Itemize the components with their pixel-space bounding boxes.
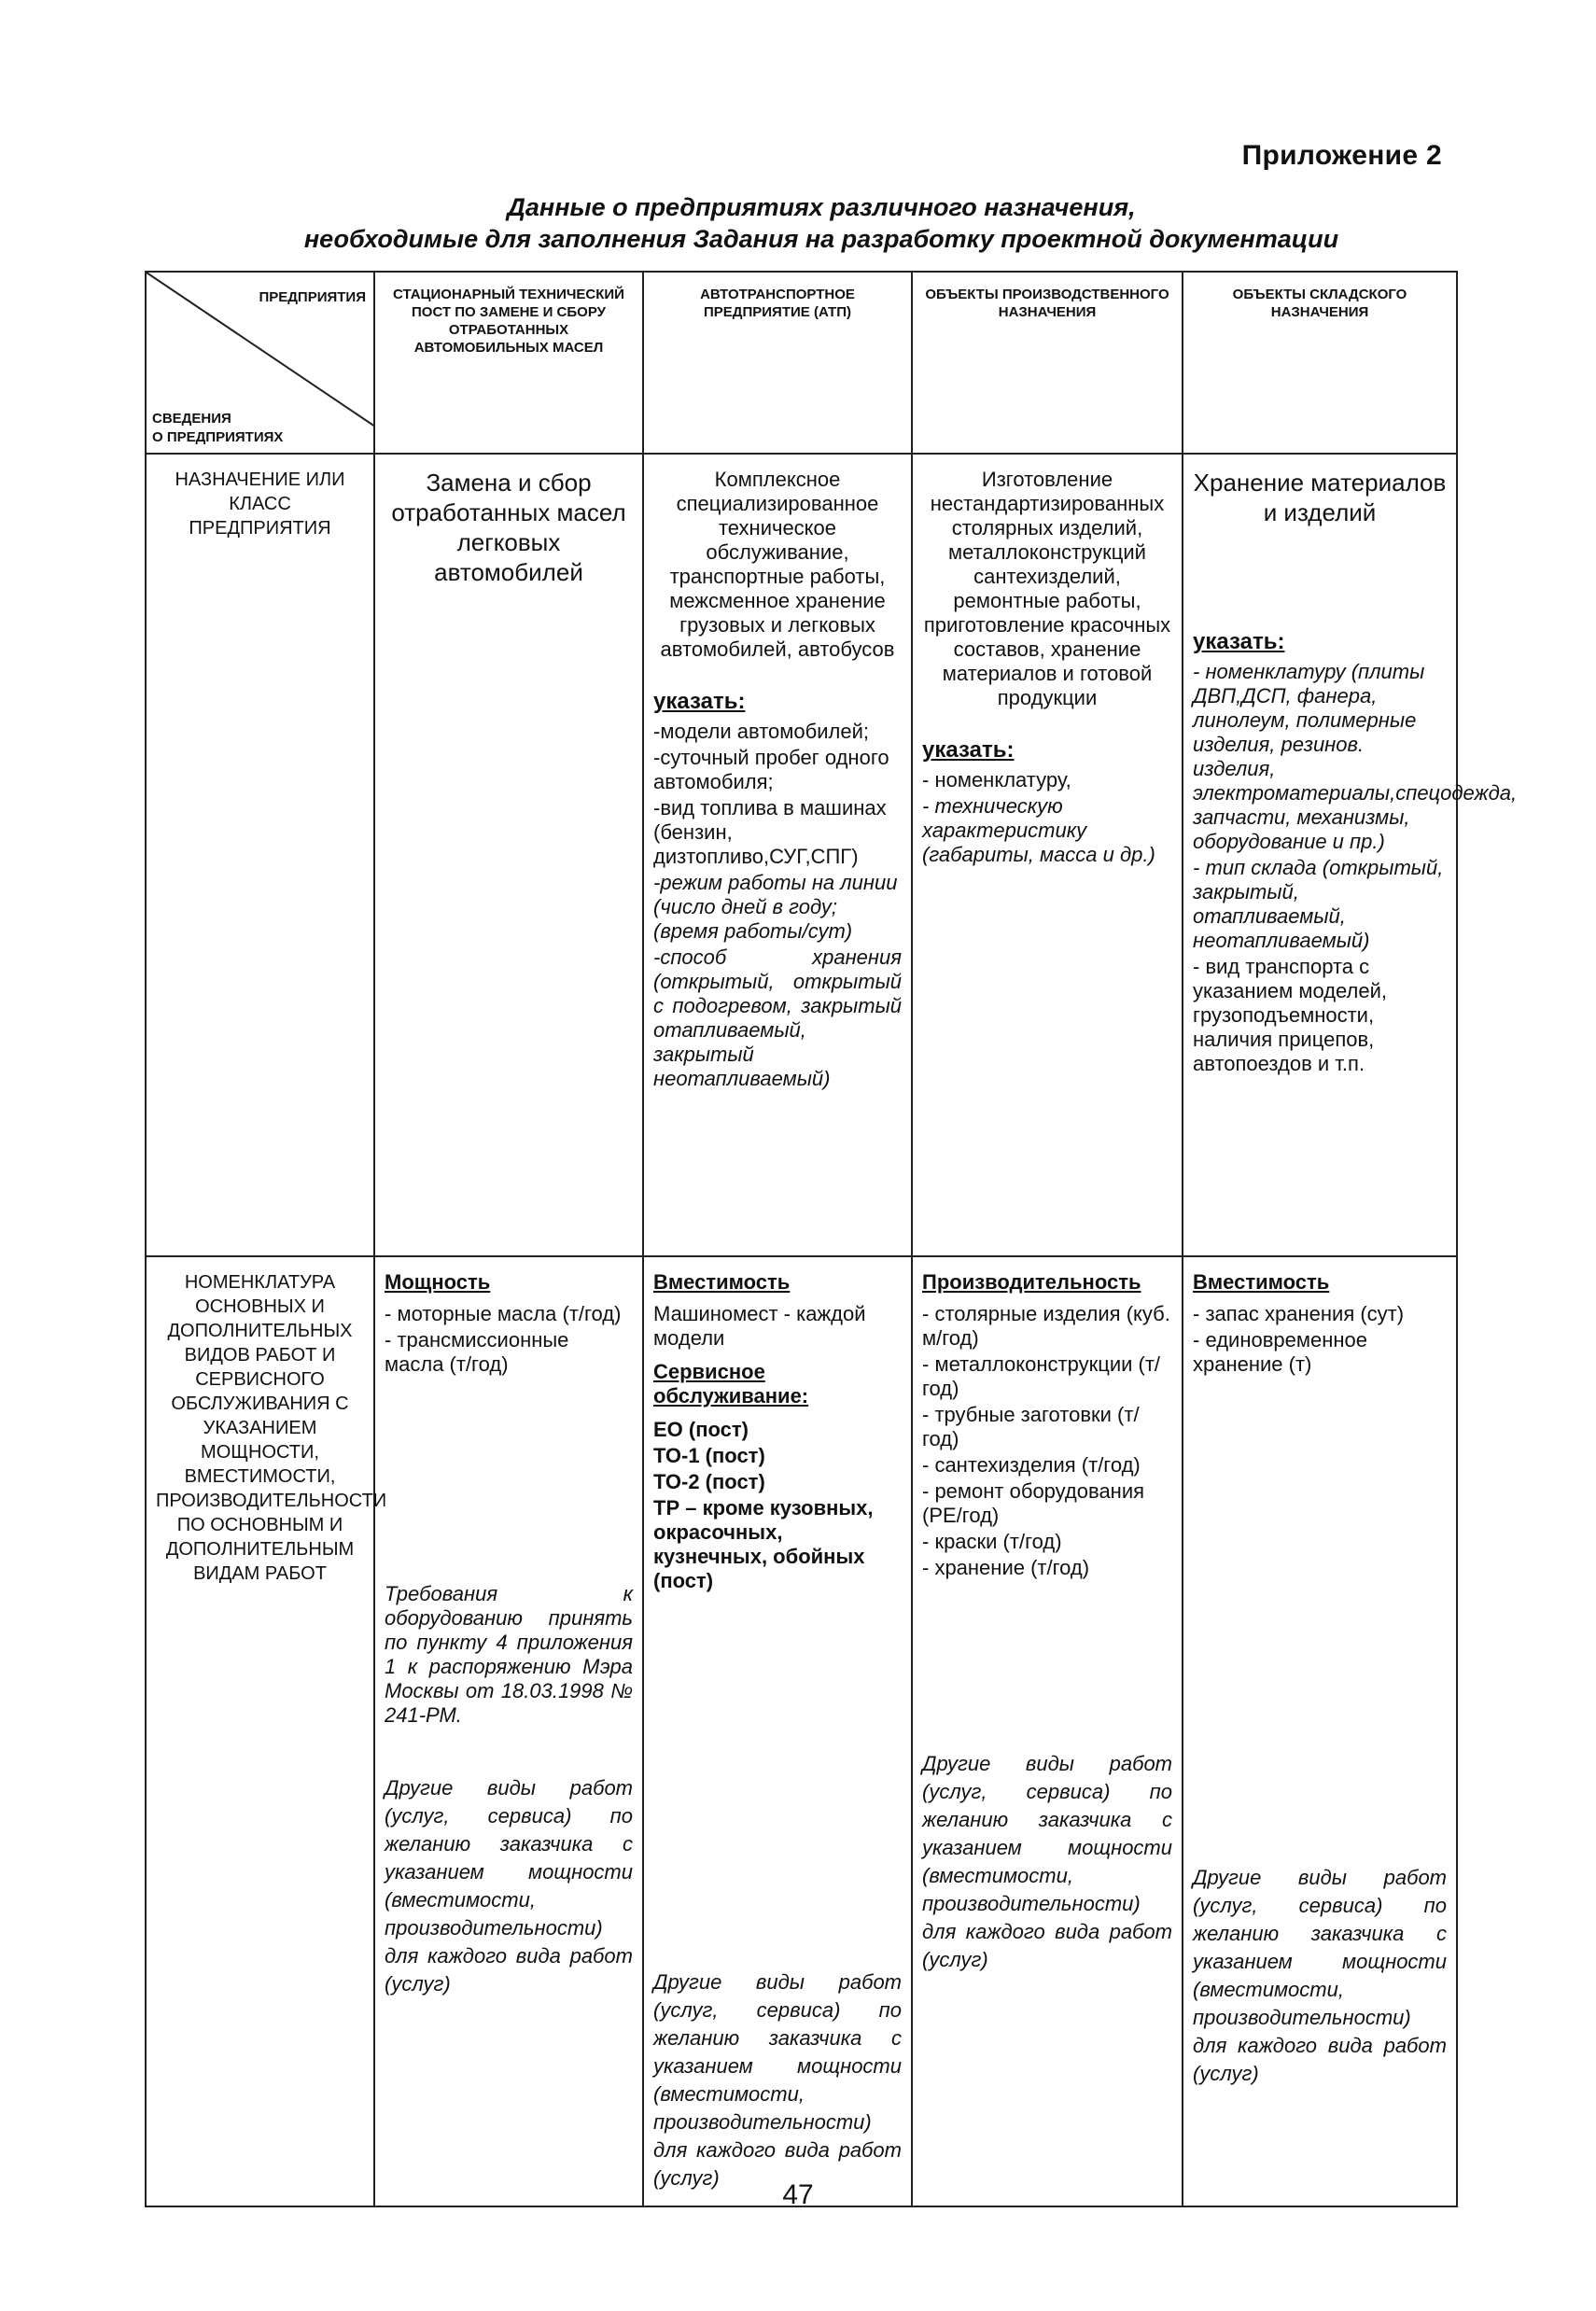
list-item: -суточный пробег одного автомобиля; <box>653 746 889 793</box>
list-item: - ремонт оборудования (РЕ/год) <box>922 1479 1145 1527</box>
header-row <box>146 272 1457 454</box>
list-item: - номенклатуру, <box>922 768 1071 791</box>
list-item: -вид топлива в машинах (бензин, дизтопливо,СУГ,СПГ) <box>653 796 887 868</box>
list-item: - техническую характеристику (габариты, масса и др.) <box>922 794 1155 866</box>
nomenclature-oil-station <box>374 1256 643 2206</box>
list-item: - хранение (т/год) <box>922 1556 1090 1579</box>
list-item: - металлоконструкции (т/год) <box>922 1352 1161 1400</box>
list-item: ТО-1 (пост) <box>653 1444 765 1467</box>
list-item: - запас хранения (сут) <box>1193 1302 1405 1325</box>
appendix-label: Приложение 2 <box>1241 140 1442 171</box>
purpose-production-text: Изготовление нестандартизированных столярных изделий, металлоконструкций сантехизделий, ремонтные работы, приготовление красочных составов, хранение материалов и готовой продукции <box>923 468 1171 709</box>
other-works-note: Другие виды работ (услуг, сервиса) по желанию заказчика с указанием мощности (вместимости, производительности) для каждого вида работ (услуг) <box>385 1776 633 1996</box>
list-item: - вид транспорта с указанием моделей, грузоподъемности, наличия прицепов, автопоездов и т.п. <box>1193 955 1388 1075</box>
title-line-1: Данные о предприятиях различного назначения, <box>507 193 1136 221</box>
service-list <box>653 1418 902 1593</box>
header-production: ОБЪЕКТЫ ПРОИЗВОДСТВЕННОГО НАЗНАЧЕНИЯ <box>912 272 1183 454</box>
service-heading: Сервисное обслуживание: <box>653 1360 809 1408</box>
purpose-oil-station: Замена и сбор отработанных масел легковых автомобилей <box>374 454 643 1256</box>
corner-label-bottom-1: СВЕДЕНИЯ <box>152 411 231 427</box>
list-item: -режим работы на линии (число дней в году; (время работы/сут) <box>653 871 898 943</box>
list-item: -модели автомобилей; <box>653 720 870 743</box>
purpose-warehouse-text: Хранение материалов и изделий <box>1193 469 1447 526</box>
list-item: - трансмиссионные масла (т/год) <box>385 1328 569 1376</box>
production-list <box>922 1302 1172 1580</box>
indicate-label: указать: <box>653 689 746 714</box>
header-warehouse: ОБЪЕКТЫ СКЛАДСКОГО НАЗНАЧЕНИЯ <box>1183 272 1457 454</box>
capacity-heading: Вместимость <box>653 1270 791 1294</box>
list-item: - тип склада (открытый, закрытый, отапливаемый, неотапливаемый) <box>1193 856 1444 952</box>
warehouse-list <box>1193 1302 1447 1377</box>
list-item: - моторные масла (т/год) <box>385 1302 622 1325</box>
row-label-purpose: НАЗНАЧЕНИЕ ИЛИ КЛАСС ПРЕДПРИЯТИЯ <box>146 454 374 1256</box>
list-item: - краски (т/год) <box>922 1530 1062 1553</box>
list-item: - столярные изделия (куб. м/год) <box>922 1302 1170 1350</box>
purpose-production-list <box>922 768 1172 867</box>
list-item: ЕО (пост) <box>653 1418 749 1441</box>
capacity-heading: Вместимость <box>1193 1270 1330 1294</box>
row-label-nomenclature: НОМЕНКЛАТУРА ОСНОВНЫХ И ДОПОЛНИТЕЛЬНЫХ ВИДОВ РАБОТ И СЕРВИСНОГО ОБСЛУЖИВАНИЯ С УКАЗАНИЕМ МОЩНОСТИ, ВМЕСТИМОСТИ, ПРОИЗВОДИТЕЛЬНОСТИ ПО ОСНОВНЫМ И ДОПОЛНИТЕЛЬНЫМ ВИДАМ РАБОТ <box>146 1256 374 2206</box>
other-works-note: Другие виды работ (услуг, сервиса) по желанию заказчика с указанием мощности (вместимости, производительности) для каждого вида работ (услуг) <box>922 1752 1172 1971</box>
list-item: - трубные заготовки (т/год) <box>922 1403 1140 1450</box>
productivity-heading: Производительность <box>922 1270 1141 1294</box>
other-works-note: Другие виды работ (услуг, сервиса) по желанию заказчика с указанием мощности (вместимости, производительности) для каждого вида работ (услуг) <box>1193 1866 1447 2085</box>
car-places-text: Машиномест - каждой модели <box>653 1302 866 1350</box>
indicate-label: указать: <box>1193 629 1285 654</box>
purpose-atp-text: Комплексное специализированное техническое обслуживание, транспортные работы, межсменное хранение грузовых и легковых автомобилей, автобусов <box>660 468 895 661</box>
page-number: 47 <box>782 2179 814 2210</box>
header-atp: АВТОТРАНСПОРТНОЕ ПРЕДПРИЯТИЕ (АТП) <box>643 272 912 454</box>
capacity-heading: Мощность <box>385 1270 491 1294</box>
title-line-2: необходимые для заполнения Задания на разработку проектной документации <box>303 225 1339 253</box>
list-item: -способ хранения (открытый, открытый с подогревом, закрытый отапливаемый, закрытый неотапливаемый) <box>653 945 902 1090</box>
list-item: - сантехизделия (т/год) <box>922 1453 1141 1477</box>
corner-label-top: ПРЕДПРИЯТИЯ <box>259 289 366 305</box>
equipment-requirement-note: Требования к оборудованию принять по пункту 4 приложения 1 к распоряжению Мэра Москвы от 18.03.1998 № 241-РМ. <box>385 1582 633 1727</box>
purpose-warehouse-list <box>1193 660 1518 1076</box>
list-item: - единовременное хранение (т) <box>1193 1328 1367 1376</box>
nomenclature-row <box>146 1256 1457 2206</box>
nomenclature-production <box>912 1256 1183 2206</box>
indicate-label: указать: <box>922 737 1015 763</box>
list-item: ТО-2 (пост) <box>653 1470 765 1493</box>
enterprise-data-table <box>145 271 1518 2207</box>
corner-label-bottom-2: О ПРЕДПРИЯТИЯХ <box>152 429 284 445</box>
corner-label-bottom <box>152 410 283 447</box>
other-works-note: Другие виды работ (услуг, сервиса) по желанию заказчика с указанием мощности (вместимости, производительности) для каждого вида работ (услуг) <box>653 1970 902 2190</box>
header-oil-station: СТАЦИОНАРНЫЙ ТЕХНИЧЕСКИЙ ПОСТ ПО ЗАМЕНЕ И СБОРУ ОТРАБОТАННЫХ АВТОМОБИЛЬНЫХ МАСЕЛ <box>374 272 643 454</box>
purpose-row <box>146 454 1457 1256</box>
list-item: - номенклатуру (плиты ДВП,ДСП, фанера, линолеум, полимерные изделия, резинов. изделия, электроматериалы,спецодежда, запчасти, механизмы, оборудование и пр.) <box>1193 660 1518 853</box>
purpose-atp-list <box>653 720 902 1091</box>
nomenclature-warehouse <box>1183 1256 1457 2206</box>
oil-station-list <box>385 1302 633 1377</box>
list-item: ТР – кроме кузовных, окрасочных, кузнечных, обойных (пост) <box>653 1496 874 1592</box>
purpose-production <box>912 454 1183 1256</box>
nomenclature-atp <box>643 1256 912 2206</box>
purpose-warehouse <box>1183 454 1518 1256</box>
purpose-atp <box>643 454 912 1256</box>
document-title <box>233 191 1409 255</box>
corner-header-cell <box>146 272 374 454</box>
